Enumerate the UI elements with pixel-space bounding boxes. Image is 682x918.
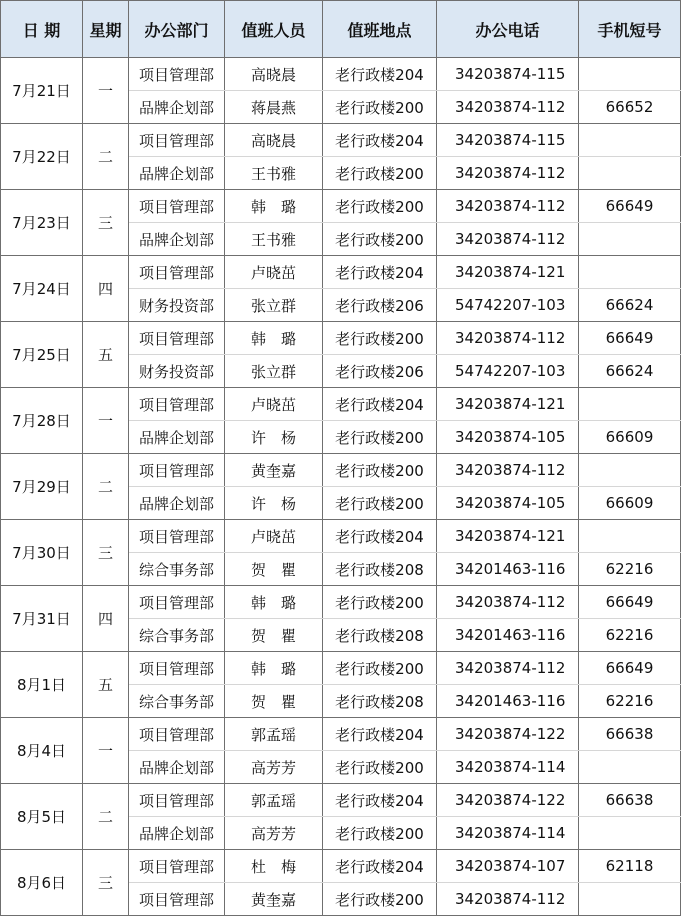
office-phone-cell: 34201463-116 [437,553,579,586]
duty-person-cell: 贺 瞿 [225,685,323,718]
mobile-short-cell: 66638 [579,718,681,751]
table-body [1,58,681,916]
duty-location-cell: 老行政楼200 [323,487,437,520]
mobile-short-cell: 66624 [579,355,681,388]
table-row [1,784,681,817]
mobile-short-cell [579,817,681,850]
mobile-short-cell: 66609 [579,421,681,454]
duty-location-cell: 老行政楼200 [323,817,437,850]
table-row [1,322,681,355]
duty-location-cell: 老行政楼204 [323,850,437,883]
weekday-cell: 二 [83,784,129,850]
table-row [1,850,681,883]
weekday-cell: 一 [83,58,129,124]
duty-person-cell: 韩 璐 [225,322,323,355]
duty-person-cell: 黄奎嘉 [225,883,323,916]
duty-location-cell: 老行政楼204 [323,718,437,751]
header-office-phone: 办公电话 [437,1,579,58]
mobile-short-cell: 66652 [579,91,681,124]
duty-location-cell: 老行政楼200 [323,751,437,784]
duty-person-cell: 王书雅 [225,157,323,190]
mobile-short-cell: 66649 [579,652,681,685]
date-cell: 7月21日 [1,58,83,124]
duty-location-cell: 老行政楼200 [323,421,437,454]
department-cell: 项目管理部 [129,190,225,223]
duty-person-cell: 卢晓茁 [225,388,323,421]
table-row [1,388,681,421]
department-cell: 品牌企划部 [129,223,225,256]
department-cell: 财务投资部 [129,289,225,322]
date-cell: 7月25日 [1,322,83,388]
mobile-short-cell [579,256,681,289]
table-row [1,124,681,157]
duty-person-cell: 卢晓茁 [225,520,323,553]
office-phone-cell: 34203874-112 [437,883,579,916]
duty-location-cell: 老行政楼204 [323,58,437,91]
department-cell: 综合事务部 [129,685,225,718]
mobile-short-cell: 66624 [579,289,681,322]
office-phone-cell: 34203874-112 [437,586,579,619]
department-cell: 品牌企划部 [129,817,225,850]
office-phone-cell: 34203874-121 [437,520,579,553]
department-cell: 项目管理部 [129,883,225,916]
office-phone-cell: 34203874-105 [437,487,579,520]
weekday-cell: 三 [83,190,129,256]
date-cell: 7月22日 [1,124,83,190]
mobile-short-cell [579,883,681,916]
mobile-short-cell: 62118 [579,850,681,883]
mobile-short-cell [579,124,681,157]
duty-person-cell: 高晓晨 [225,124,323,157]
duty-person-cell: 王书雅 [225,223,323,256]
department-cell: 项目管理部 [129,850,225,883]
duty-location-cell: 老行政楼204 [323,256,437,289]
mobile-short-cell [579,223,681,256]
duty-location-cell: 老行政楼200 [323,586,437,619]
department-cell: 项目管理部 [129,454,225,487]
department-cell: 项目管理部 [129,256,225,289]
duty-location-cell: 老行政楼204 [323,388,437,421]
mobile-short-cell: 62216 [579,553,681,586]
mobile-short-cell [579,388,681,421]
office-phone-cell: 34201463-116 [437,619,579,652]
duty-person-cell: 韩 璐 [225,586,323,619]
header-duty-person: 值班人员 [225,1,323,58]
table-row [1,190,681,223]
duty-person-cell: 韩 璐 [225,190,323,223]
duty-person-cell: 张立群 [225,289,323,322]
duty-location-cell: 老行政楼200 [323,91,437,124]
duty-person-cell: 高芳芳 [225,817,323,850]
duty-person-cell: 卢晓茁 [225,256,323,289]
department-cell: 项目管理部 [129,322,225,355]
duty-location-cell: 老行政楼200 [323,454,437,487]
duty-location-cell: 老行政楼204 [323,124,437,157]
table-row [1,58,681,91]
department-cell: 品牌企划部 [129,421,225,454]
department-cell: 品牌企划部 [129,91,225,124]
mobile-short-cell: 66609 [579,487,681,520]
office-phone-cell: 34203874-112 [437,190,579,223]
table-row [1,454,681,487]
office-phone-cell: 34203874-122 [437,784,579,817]
mobile-short-cell [579,520,681,553]
weekday-cell: 四 [83,586,129,652]
date-cell: 8月5日 [1,784,83,850]
department-cell: 项目管理部 [129,388,225,421]
duty-person-cell: 贺 瞿 [225,619,323,652]
office-phone-cell: 34203874-121 [437,256,579,289]
weekday-cell: 二 [83,124,129,190]
department-cell: 项目管理部 [129,58,225,91]
date-cell: 7月23日 [1,190,83,256]
department-cell: 项目管理部 [129,586,225,619]
department-cell: 品牌企划部 [129,751,225,784]
office-phone-cell: 34203874-114 [437,751,579,784]
office-phone-cell: 54742207-103 [437,355,579,388]
header-date: 日 期 [1,1,83,58]
duty-person-cell: 高芳芳 [225,751,323,784]
office-phone-cell: 34203874-115 [437,58,579,91]
duty-person-cell: 韩 璐 [225,652,323,685]
office-phone-cell: 34203874-112 [437,652,579,685]
mobile-short-cell: 66638 [579,784,681,817]
office-phone-cell: 34203874-112 [437,322,579,355]
header-weekday: 星期 [83,1,129,58]
table-row [1,718,681,751]
office-phone-cell: 34203874-114 [437,817,579,850]
department-cell: 综合事务部 [129,619,225,652]
department-cell: 项目管理部 [129,718,225,751]
duty-location-cell: 老行政楼200 [323,652,437,685]
duty-person-cell: 郭孟瑶 [225,784,323,817]
mobile-short-cell [579,454,681,487]
duty-person-cell: 高晓晨 [225,58,323,91]
office-phone-cell: 34203874-121 [437,388,579,421]
department-cell: 项目管理部 [129,784,225,817]
mobile-short-cell [579,58,681,91]
office-phone-cell: 34203874-105 [437,421,579,454]
table-header-row [1,1,681,58]
duty-person-cell: 杜 梅 [225,850,323,883]
date-cell: 7月31日 [1,586,83,652]
department-cell: 财务投资部 [129,355,225,388]
mobile-short-cell: 62216 [579,619,681,652]
office-phone-cell: 34203874-112 [437,91,579,124]
office-phone-cell: 34203874-112 [437,223,579,256]
weekday-cell: 一 [83,718,129,784]
duty-location-cell: 老行政楼206 [323,289,437,322]
duty-location-cell: 老行政楼200 [323,883,437,916]
duty-person-cell: 张立群 [225,355,323,388]
mobile-short-cell: 62216 [579,685,681,718]
header-mobile-short: 手机短号 [579,1,681,58]
date-cell: 7月29日 [1,454,83,520]
duty-person-cell: 许 杨 [225,421,323,454]
duty-location-cell: 老行政楼208 [323,553,437,586]
department-cell: 项目管理部 [129,520,225,553]
duty-person-cell: 黄奎嘉 [225,454,323,487]
duty-location-cell: 老行政楼200 [323,322,437,355]
office-phone-cell: 34203874-115 [437,124,579,157]
table-row [1,520,681,553]
office-phone-cell: 34201463-116 [437,685,579,718]
office-phone-cell: 34203874-122 [437,718,579,751]
mobile-short-cell: 66649 [579,322,681,355]
duty-person-cell: 蒋晨燕 [225,91,323,124]
weekday-cell: 三 [83,850,129,916]
weekday-cell: 一 [83,388,129,454]
department-cell: 品牌企划部 [129,487,225,520]
mobile-short-cell [579,157,681,190]
office-phone-cell: 54742207-103 [437,289,579,322]
weekday-cell: 二 [83,454,129,520]
table-row [1,586,681,619]
table-row [1,652,681,685]
department-cell: 项目管理部 [129,124,225,157]
duty-location-cell: 老行政楼200 [323,157,437,190]
weekday-cell: 五 [83,322,129,388]
duty-location-cell: 老行政楼208 [323,685,437,718]
duty-location-cell: 老行政楼204 [323,520,437,553]
date-cell: 8月4日 [1,718,83,784]
mobile-short-cell: 66649 [579,586,681,619]
duty-person-cell: 贺 瞿 [225,553,323,586]
department-cell: 品牌企划部 [129,157,225,190]
header-duty-location: 值班地点 [323,1,437,58]
office-phone-cell: 34203874-112 [437,157,579,190]
date-cell: 7月28日 [1,388,83,454]
header-department: 办公部门 [129,1,225,58]
weekday-cell: 五 [83,652,129,718]
duty-location-cell: 老行政楼208 [323,619,437,652]
date-cell: 7月30日 [1,520,83,586]
duty-location-cell: 老行政楼206 [323,355,437,388]
office-phone-cell: 34203874-112 [437,454,579,487]
department-cell: 项目管理部 [129,652,225,685]
date-cell: 7月24日 [1,256,83,322]
date-cell: 8月1日 [1,652,83,718]
mobile-short-cell [579,751,681,784]
duty-location-cell: 老行政楼200 [323,190,437,223]
table-row [1,256,681,289]
office-phone-cell: 34203874-107 [437,850,579,883]
duty-location-cell: 老行政楼200 [323,223,437,256]
weekday-cell: 三 [83,520,129,586]
department-cell: 综合事务部 [129,553,225,586]
duty-person-cell: 许 杨 [225,487,323,520]
mobile-short-cell: 66649 [579,190,681,223]
weekday-cell: 四 [83,256,129,322]
date-cell: 8月6日 [1,850,83,916]
duty-location-cell: 老行政楼204 [323,784,437,817]
duty-person-cell: 郭孟瑶 [225,718,323,751]
